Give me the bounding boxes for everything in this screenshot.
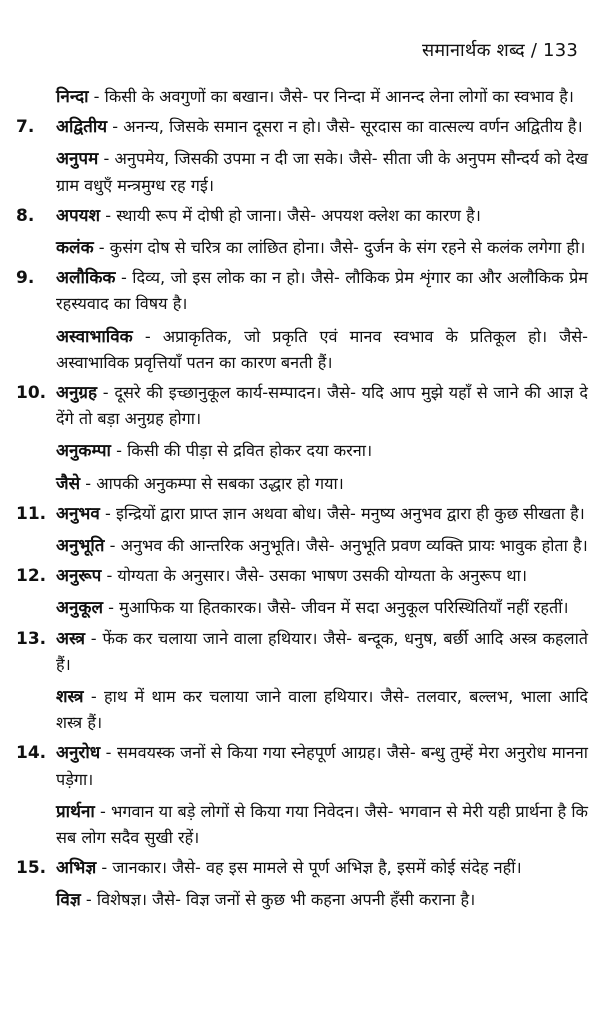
term-word: प्रार्थना [56, 801, 95, 822]
entry [16, 265, 588, 376]
entry-body [56, 380, 588, 497]
definition-paragraph [56, 380, 588, 432]
definition-text: - किसी के अवगुणों का बखान। जैसे- पर निन्दा में आनन्द लेना लोगों का स्वभाव है। [88, 87, 574, 106]
term-word: विज्ञ [56, 890, 81, 911]
definition-paragraph [56, 265, 588, 317]
term-word: अनुभव [56, 503, 100, 524]
definition-paragraph [56, 146, 588, 198]
definition-text: - अनन्य, जिसके समान दूसरा न हो। जैसे- सूरदास का वात्सल्य वर्णन अद्वितीय है। [107, 117, 583, 137]
definition-text: - दिव्य, जो इस लोक का न हो। जैसे- लौकिक प्रेम शृंगार का और अलौकिक प्रेम रहस्यवाद का विषय है। [56, 268, 588, 314]
entry [16, 563, 588, 621]
entry-number: 15. [16, 858, 47, 879]
entry-number: 10. [16, 383, 47, 404]
definition-paragraph [56, 799, 588, 851]
term-word: अनुकूल [56, 598, 104, 619]
definition-text: - भगवान या बड़े लोगों से किया गया निवेदन। जैसे- भगवान से मेरी यही प्रार्थना है कि सब लोग सदैव सुखी रहें। [56, 801, 588, 848]
definition-paragraph [56, 626, 588, 678]
entry-body [56, 265, 588, 376]
entry-body [56, 501, 588, 559]
entry-number: 13. [16, 628, 47, 649]
definition-paragraph [56, 471, 588, 497]
term-word: अस्वाभाविक [56, 326, 133, 347]
definition-paragraph [56, 684, 588, 736]
term-word: अपयश [56, 205, 101, 226]
definition-text: - मुआफिक या हितकारक। जैसे- जीवन में सदा अनुकूल परिस्थितियाँ नहीं रहतीं। [103, 598, 569, 618]
entry [16, 114, 588, 199]
definition-text: - अप्राकृतिक, जो प्रकृति एवं मानव स्वभाव के प्रतिकूल हो। जैसे- अस्वाभाविक प्रवृत्तियाँ पतन का कारण बनती हैं। [56, 326, 588, 372]
term-word: अनुभूति [56, 536, 105, 557]
definition-paragraph [56, 855, 588, 881]
entry-number: 9. [16, 268, 35, 289]
entry-number: 7. [16, 117, 35, 138]
term-word: अद्वितीय [56, 117, 108, 138]
definition-text: - कुसंग दोष से चरित्र का लांछित होना। जैसे- दुर्जन के संग रहने से कलंक लगेगा ही। [93, 238, 586, 258]
entry-number: 8. [16, 205, 35, 226]
entry [16, 380, 588, 497]
entry-body [56, 114, 588, 199]
definition-paragraph [56, 84, 588, 110]
definition-text: - समवयस्क जनों से किया गया स्नेहपूर्ण आग्रह। जैसे- बन्धु तुम्हें मेरा अनुरोध मानना पड़ेगा। [56, 743, 588, 789]
definition-paragraph [56, 438, 588, 464]
definition-text: - फेंक कर चलाया जाने वाला हथियार। जैसे- बन्दूक, धनुष, बर्छी आदि अस्त्र कहलाते हैं। [56, 628, 588, 674]
entry-body [56, 855, 588, 913]
page-body [16, 84, 588, 914]
definition-text: - जानकार। जैसे- वह इस मामले से पूर्ण अभिज्ञ है, इसमें कोई संदेह नहीं। [96, 858, 522, 878]
entry-body [56, 84, 588, 110]
definition-paragraph [56, 563, 588, 589]
term-word: अनुपम [56, 149, 99, 170]
entry [16, 855, 588, 913]
entry-body [56, 740, 588, 851]
term-word: शस्त्र [56, 687, 84, 708]
definition-text: - आपकी अनुकम्पा से सबका उद्धार हो गया। [80, 473, 344, 493]
term-word: अलौकिक [56, 268, 116, 289]
term-word: अनुकम्पा [56, 441, 111, 462]
definition-text: - किसी की पीड़ा से द्रवित होकर दया करना। [110, 441, 373, 461]
definition-paragraph [56, 501, 588, 527]
term-word: अनुरोध [56, 743, 101, 764]
definition-text: - दूसरे की इच्छानुकूल कार्य-सम्पादन। जैसे- यदि आप मुझे यहाँ से जाने की आज्ञ दे देंगे तो बड़ा अनुग्रह होगा। [56, 383, 588, 429]
definition-text: - हाथ में थाम कर चलाया जाने वाला हथियार। जैसे- तलवार, बल्लभ, भाला आदि शस्त्र हैं। [56, 687, 588, 733]
definition-paragraph [56, 114, 588, 140]
entry-number: 11. [16, 503, 47, 524]
definition-text: - अनुभव की आन्तरिक अनुभूति। जैसे- अनुभूति प्रवण व्यक्ति प्रायः भावुक होता है। [104, 536, 588, 556]
entry [16, 84, 588, 110]
definition-text: - इन्द्रियों द्वारा प्राप्त ज्ञान अथवा बोध। जैसे- मनुष्य अनुभव द्वारा ही कुछ सीखता है। [99, 503, 585, 523]
definition-paragraph [56, 235, 588, 261]
entry-body [56, 203, 588, 261]
entry-number: 12. [16, 566, 47, 587]
entry [16, 626, 588, 737]
term-word: जैसे [56, 473, 81, 494]
definition-text: - विशेषज्ञ। जैसे- विज्ञ जनों से कुछ भी कहना अपनी हँसी कराना है। [80, 890, 476, 910]
page-header: समानार्थक शब्द / 133 [422, 40, 578, 61]
definition-paragraph [56, 324, 588, 376]
definition-paragraph [56, 887, 588, 913]
definition-text: - योग्यता के अनुसार। जैसे- उसका भाषण उसकी योग्यता के अनुरूप था। [101, 566, 527, 586]
definition-paragraph [56, 595, 588, 621]
term-word: अस्त्र [56, 628, 85, 649]
definition-paragraph [56, 533, 588, 559]
definition-paragraph [56, 203, 588, 229]
term-word: अनुग्रह [56, 383, 98, 404]
term-word: अभिज्ञ [56, 858, 97, 879]
term-word: अनुरूप [56, 566, 102, 587]
definition-text: - अनुपमेय, जिसकी उपमा न दी जा सके। जैसे- सीता जी के अनुपम सौन्दर्य को देख ग्राम वधुएँ मन्त्रमुग्ध रह गई। [56, 149, 588, 195]
term-word: निन्दा [56, 87, 89, 107]
entry-body [56, 626, 588, 737]
entry [16, 203, 588, 261]
definition-paragraph [56, 740, 588, 792]
entry-body [56, 563, 588, 621]
definition-text: - स्थायी रूप में दोषी हो जाना। जैसे- अपयश क्लेश का कारण है। [100, 205, 481, 225]
term-word: कलंक [56, 238, 94, 259]
entry-number: 14. [16, 743, 47, 764]
entry [16, 740, 588, 851]
entry [16, 501, 588, 559]
